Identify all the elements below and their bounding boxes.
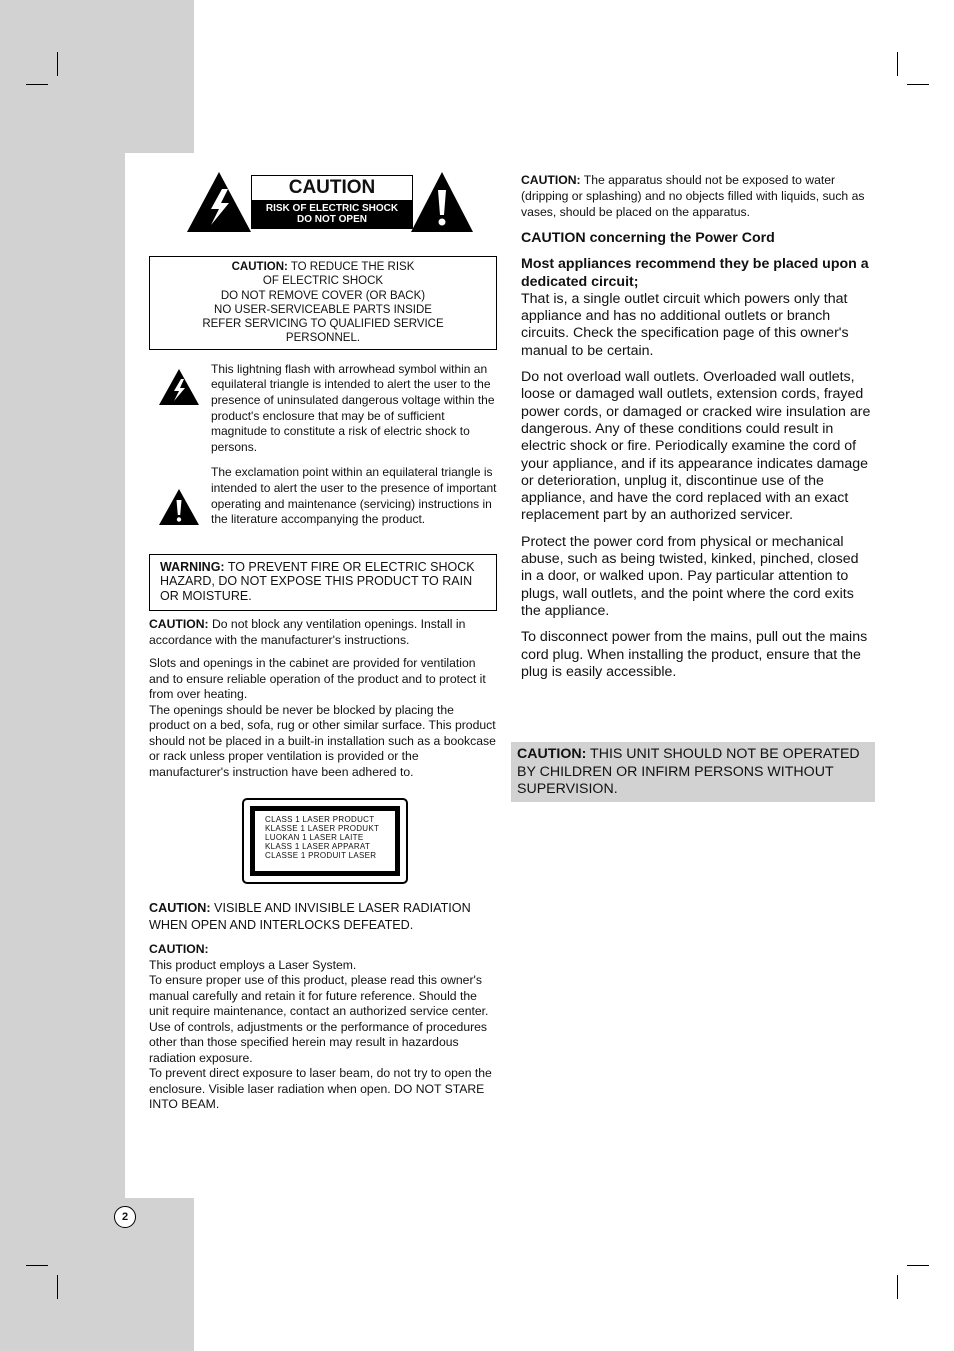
crop-mark [26,84,48,85]
caution-line: PERSONNEL. [285,332,361,345]
laser-system-line: To ensure proper use of this product, please read this owner's manual carefully and retain it for future reference. Should the unit require maintenance, contact an authorized service center. [149,973,489,1019]
laser-label-line: CLASSE 1 PRODUIT LASER [265,851,377,861]
caution-lead-text: CAUTION: [149,942,209,957]
power-cord-paragraph: Protect the power cord from physical or mechanical abuse, such as being twisted, kinked, pinched, closed in a door, or walked upon. Pay particular attention to plugs, wall outlets, and the point where the cord exits the appliance. [521,533,859,619]
lightning-explanation [149,362,497,456]
laser-label-line: CLASS 1 LASER PRODUCT [265,815,375,825]
laser-product-label [242,798,408,884]
caution-subtitle [252,200,412,228]
laser-system-caution [149,942,497,1113]
lightning-triangle-icon [159,369,199,405]
crop-mark [897,1275,898,1299]
laser-label-line: KLASSE 1 LASER PRODUKT [265,824,380,834]
caution-lead: CAUTION: [517,746,587,762]
caution-title: CAUTION [288,177,376,198]
openings-paragraph: The openings should be never be blocked by placing the product on a bed, sofa, rug or other similar surface. This product should not be placed in a built-in installation such as a bookcase or rack unless proper ventilation is provided or the manufacturer's instruction have been adhered to. [149,702,496,779]
caution-line: OF ELECTRIC SHOCK [262,275,384,288]
laser-radiation-caution [149,900,497,934]
shock-caution-box [149,256,497,350]
caution-lead: CAUTION: [149,617,209,632]
page-number: 2 [114,1206,136,1228]
laser-label-line: LUOKAN 1 LASER LAITE [265,833,364,843]
crop-mark [57,52,58,76]
exclamation-triangle-icon [411,172,473,232]
ventilation-text: Do not block any ventilation openings. Install in accordance with the manufacturer's instructions. [149,617,466,647]
crop-mark [907,1265,929,1266]
laser-system-line: To prevent direct exposure to laser beam, do not try to open the enclosure. Visible laser radiation when open. DO NOT STARE INTO BEAM. [149,1066,492,1112]
warning-lead: WARNING: [160,559,225,574]
laser-system-line: This product employs a Laser System. [149,957,357,972]
crop-mark [57,1275,58,1299]
power-cord-paragraph: Do not overload wall outlets. Overloaded wall outlets, loose or damaged wall outlets, extension cords, frayed power cords, or damaged or cracked wire insulation are dangerous. Any of these conditions could result in electric shock or fire. Periodically examine the cord of your appliance, and if its appearance indicates damage or deterioration, unplug it, discontinue use of the appliance, and have the cord replaced with an exact replacement part by an authorized servicer. [521,369,871,524]
laser-system-line: Use of controls, adjustments or the performance of procedures other than those specified herein may result in hazardous radiation exposure. [149,1019,488,1065]
caution-lead [149,942,497,958]
caution-line: DO NOT REMOVE COVER (OR BACK) [220,289,426,302]
warning-text: TO PREVENT FIRE OR ELECTRIC SHOCK HAZARD, DO NOT EXPOSE THIS PRODUCT TO RAIN OR MOISTURE. [160,559,475,603]
laser-label-line: KLASS 1 LASER APPARAT [265,842,371,852]
power-cord-heading: CAUTION concerning the Power Cord [521,230,775,246]
lightning-explanation-text: This lightning flash with arrowhead symbol within an equilateral triangle is intended to alert the user to the presence of uninsulated dangerous voltage within the product's enclosure that may be of sufficient magnitude to constitute a risk of electric shock to persons. [211,361,495,454]
caution-line: NO USER-SERVICEABLE PARTS INSIDE [214,303,432,316]
slots-paragraph: Slots and openings in the cabinet are provided for ventilation and to ensure reliable operation of the product and to protect it from over heating. [149,656,486,702]
power-cord-subheading: Most appliances recommend they be placed upon a dedicated circuit; [521,256,869,290]
power-cord-paragraph: That is, a single outlet circuit which powers only that appliance and has no additional outlets or branch circuits. Check the specification page of this owner's manual to be certain. [521,290,849,359]
caution-label-box [251,175,413,229]
caution-subtitle-line: RISK OF ELECTRIC SHOCK [265,203,399,214]
lightning-triangle-icon [187,172,251,232]
caution-subtitle-line: DO NOT OPEN [296,214,367,225]
fire-warning-box [149,554,497,612]
laser-label-inner [250,806,400,876]
right-column [521,172,873,681]
exclamation-explanation-text: The exclamation point within an equilateral triangle is intended to alert the user to the presence of important operating and maintenance (servicing) instructions in the literature accompanying the product. [211,465,497,527]
caution-lead: CAUTION: [231,261,288,273]
exclamation-explanation [149,465,497,527]
caution-lead: CAUTION: [149,901,211,916]
caution-lead: CAUTION: [521,173,581,187]
crop-mark [26,1265,48,1266]
laser-radiation-text: VISIBLE AND INVISIBLE LASER RADIATION WHEN OPEN AND INTERLOCKS DEFEATED. [149,901,471,933]
caution-line: REFER SERVICING TO QUALIFIED SERVICE [202,318,444,331]
exclamation-triangle-icon [159,489,199,525]
water-caution [521,172,873,220]
left-column [149,170,497,1113]
children-caution-text: THIS UNIT SHOULD NOT BE OPERATED BY CHILDREN OR INFIRM PERSONS WITHOUT SUPERVISION. [517,746,860,797]
crop-mark [907,84,929,85]
caution-label [149,170,497,240]
water-caution-text: The apparatus should not be exposed to water (dripping or splashing) and no objects filled with liquids, such as vases, should be placed on the apparatus. [521,173,865,219]
power-cord-paragraph: To disconnect power from the mains, pull out the mains cord plug. When installing the product, ensure that the plug is easily accessible. [521,629,868,680]
caution-line: TO REDUCE THE RISK [287,261,415,273]
crop-mark [897,52,898,76]
ventilation-caution [149,617,497,648]
children-caution-box [511,742,875,802]
